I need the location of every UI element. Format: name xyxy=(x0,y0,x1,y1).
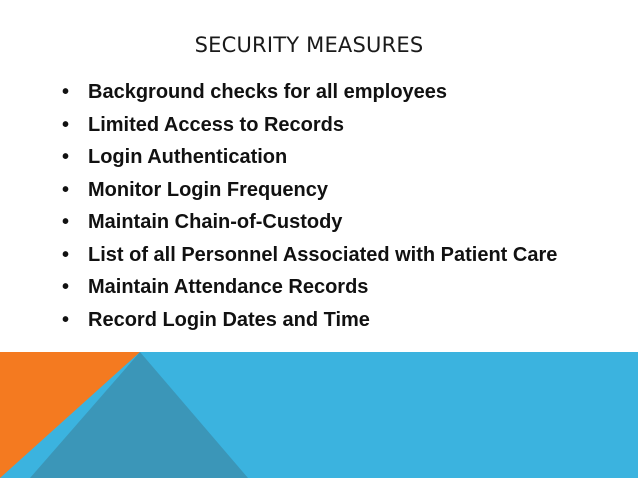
bullet-item xyxy=(62,210,582,234)
bullet-item xyxy=(62,178,582,202)
bullet-dot-icon: • xyxy=(62,81,70,103)
bullet-item xyxy=(62,275,582,299)
bullet-text: Maintain Chain-of-Custody xyxy=(88,211,343,233)
slide-title: SECURITY MEASURES xyxy=(194,33,424,57)
bullet-text: Maintain Attendance Records xyxy=(88,276,369,298)
bullet-dot-icon: • xyxy=(62,113,70,136)
bullet-dot-icon: • xyxy=(62,211,70,233)
bullet-item xyxy=(62,243,582,267)
bullet-text: Record Login Dates and Time xyxy=(88,308,370,331)
bullet-dot-icon: • xyxy=(62,276,70,298)
bullet-item xyxy=(62,308,582,332)
bullet-dot-icon: • xyxy=(62,243,70,266)
bullet-text: Limited Access to Records xyxy=(88,113,345,136)
bullet-text: Monitor Login Frequency xyxy=(88,178,328,201)
bullet-list xyxy=(62,80,582,340)
bullet-item xyxy=(62,145,582,169)
bullet-dot-icon: • xyxy=(62,308,70,331)
bullet-dot-icon: • xyxy=(62,178,70,201)
bullet-text: Login Authentication xyxy=(88,146,288,168)
bullet-text: List of all Personnel Associated with Patient Care xyxy=(88,243,558,266)
bullet-text: Background checks for all employees xyxy=(88,81,448,103)
bullet-item xyxy=(62,80,582,104)
bullet-dot-icon: • xyxy=(62,146,70,168)
bullet-item xyxy=(62,113,582,137)
